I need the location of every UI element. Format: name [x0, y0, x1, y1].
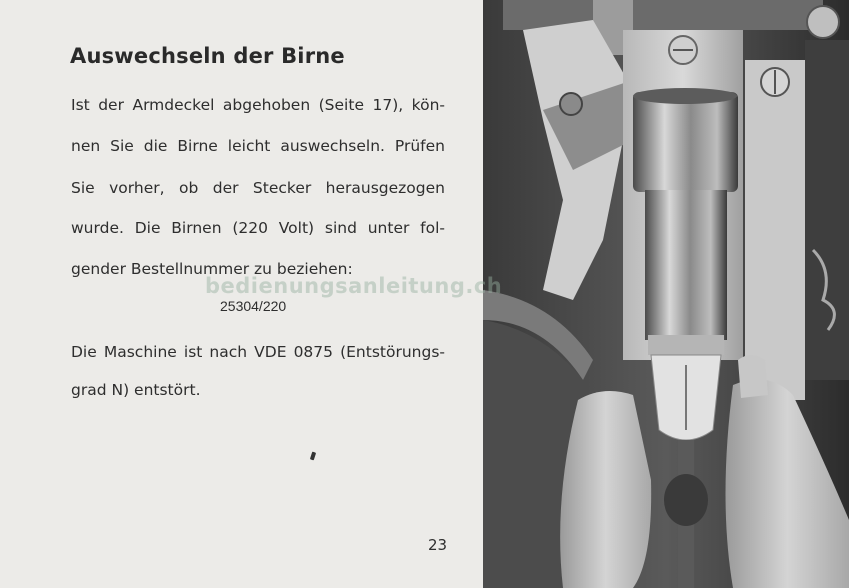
paragraph-line: Die Maschine ist nach VDE 0875 (Entstörungs- — [71, 343, 445, 361]
page-number: 23 — [428, 536, 448, 554]
sewing-machine-bulb-photo — [483, 0, 849, 588]
section-heading: Auswechseln der Birne — [70, 44, 345, 68]
paragraph-line: gender Bestellnummer zu beziehen: — [71, 260, 353, 278]
paragraph-line: grad N) entstört. — [71, 381, 201, 399]
paragraph-line: nen Sie die Birne leicht auswechseln. Prüfen — [71, 137, 445, 155]
watermark: bedienungsanleitung.ch — [205, 274, 503, 298]
paragraph-line: Ist der Armdeckel abgehoben (Seite 17), kön- — [71, 96, 445, 114]
ink-speck — [310, 452, 316, 461]
order-number: 25304/220 — [220, 298, 287, 314]
paragraph-line: Sie vorher, ob der Stecker herausgezogen — [71, 179, 445, 197]
paragraph-line: wurde. Die Birnen (220 Volt) sind unter fol- — [71, 219, 445, 237]
